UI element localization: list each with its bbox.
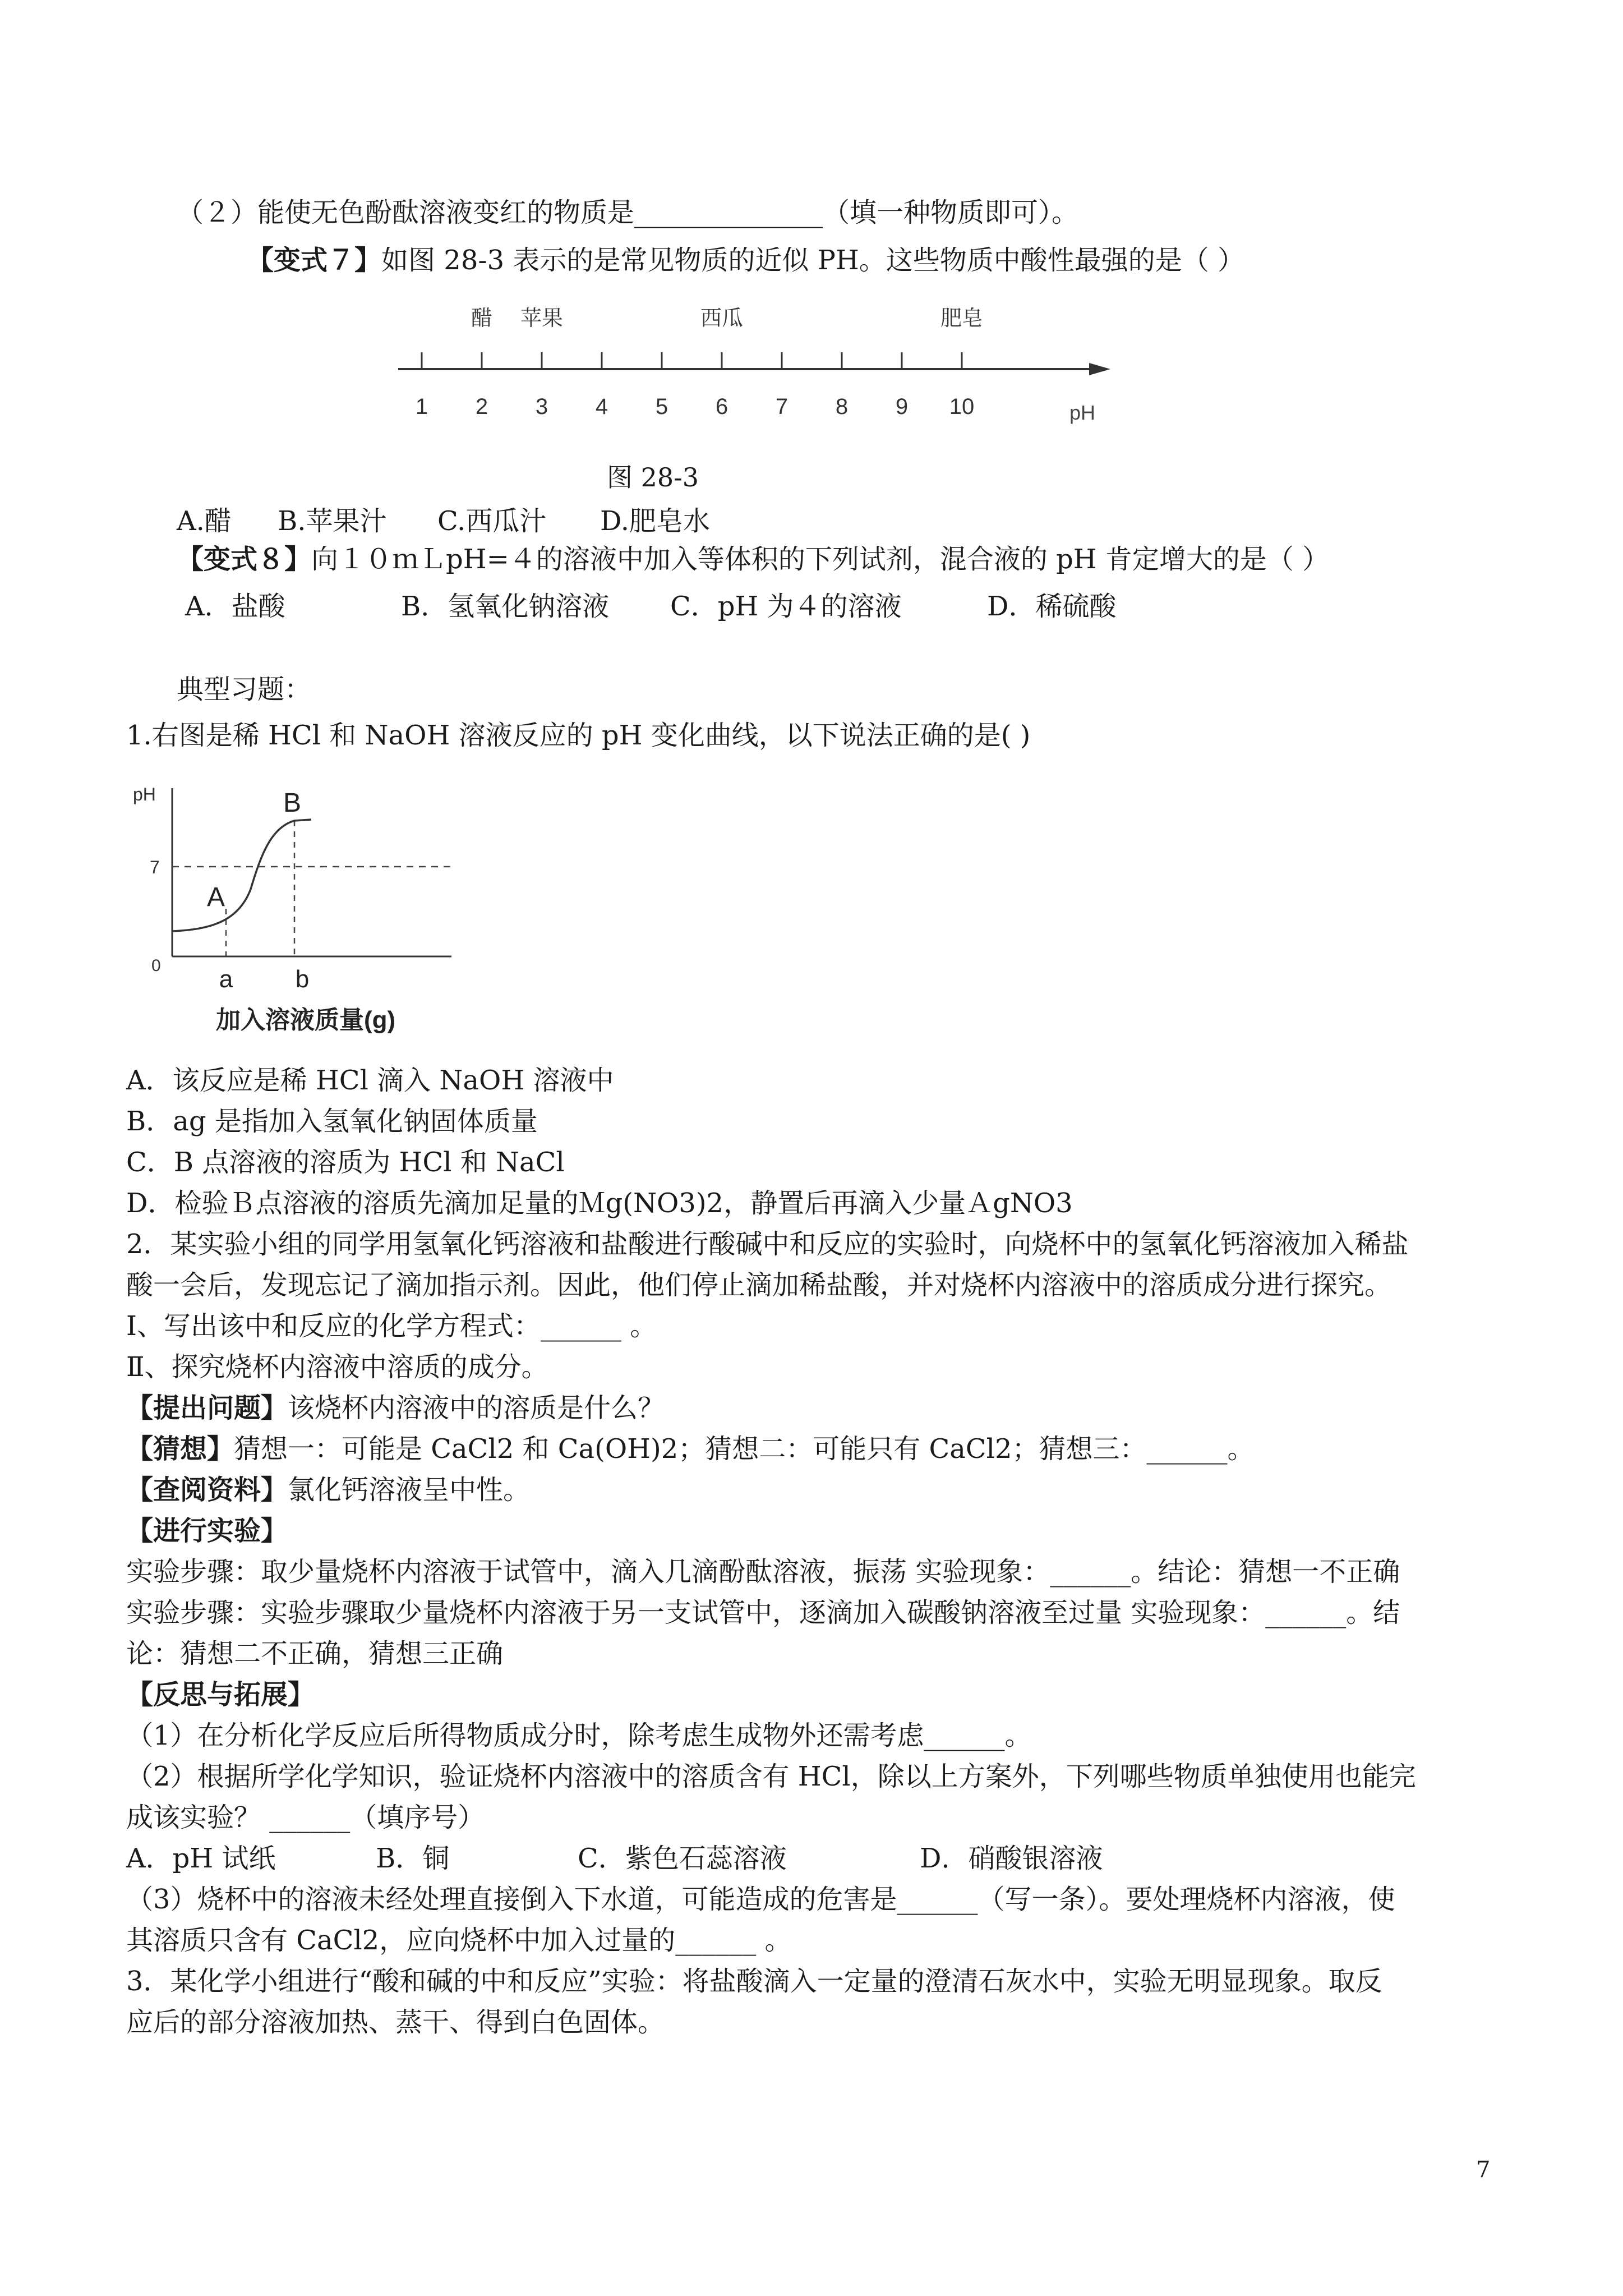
q3-text-line: 3．某化学小组进行“酸和碱的中和反应”实验：将盐酸滴入一定量的澄清石灰水中，实验无明显现象。取反 — [126, 1966, 1382, 1997]
q2-reflect-label: 【反思与拓展】 — [126, 1679, 315, 1710]
ph-scale-axis — [398, 307, 1110, 424]
q2-reflect-line: （3）烧杯中的溶液未经处理直接倒入下水道，可能造成的危害是______（写一条）。要处理烧杯内溶液，使 — [126, 1884, 1395, 1915]
scale-tick-label: 10 — [949, 394, 975, 419]
section-title: 典型习题： — [177, 674, 312, 705]
q2-experiment-line: 实验步骤：实验步骤取少量烧杯内溶液于另一支试管中，逐滴加入碳酸钠溶液至过量 实验现象：______。结 — [126, 1597, 1400, 1628]
chart-point-b-label: B — [283, 788, 302, 818]
q2-guess-text: 猜想一：可能是 CaCl2 和 Ca(OH)2；猜想二：可能只有 CaCl2；猜想三：______。 — [234, 1433, 1255, 1465]
q2-reflect — [126, 1677, 315, 1712]
q2-guess-label: 【猜想】 — [126, 1433, 234, 1465]
q2-reflect-line: （2）根据所学化学知识，验证烧杯内溶液中的溶质含有 HCl，除以上方案外，下列哪些物质单独使用也能完 — [126, 1761, 1416, 1792]
scale-tick-label: 1 — [415, 394, 428, 419]
variant-8-label: 【变式８】 — [177, 544, 312, 575]
q2-text-line: Ⅱ、探究烧杯内溶液中溶质的成分。 — [126, 1351, 548, 1383]
q2-experiment-line: 实验步骤：取少量烧杯内溶液于试管中，滴入几滴酚酞溶液，振荡 实验现象：______。结论：猜想一不正确 — [126, 1556, 1400, 1588]
scale-tick-label: 2 — [475, 394, 488, 419]
q2-experiment — [126, 1513, 288, 1548]
variant-7-text: 如图 28-3 表示的是常见物质的近似 PH。这些物质中酸性最强的是（ ） — [381, 245, 1245, 276]
variant-7-option: B.苹果汁 — [278, 505, 387, 537]
ph-scale-figure — [381, 297, 1133, 443]
variant-8-option: B．氢氧化钠溶液 — [401, 591, 610, 622]
scale-substance-label: 醋 — [471, 307, 493, 330]
variant-7-option: C.西瓜汁 — [437, 505, 547, 537]
q2-option: B．铜 — [376, 1843, 450, 1874]
ph-curve-chart — [126, 771, 485, 1041]
variant-7-label: 【变式７】 — [247, 245, 382, 276]
scale-tick-label: 5 — [655, 394, 668, 419]
q2-experiment-label: 【进行实验】 — [126, 1515, 288, 1547]
variant-7-option: D.肥皂水 — [600, 505, 711, 537]
q2-option: C．紫色石蕊溶液 — [578, 1843, 787, 1874]
scale-substance-label: 西瓜 — [700, 307, 744, 330]
chart-ph-curve — [172, 820, 311, 931]
chart-point-a-label: A — [206, 882, 225, 912]
variant-7-line — [247, 243, 1244, 278]
scale-arrow-head — [1089, 363, 1110, 375]
chart-y-tick-label: 7 — [150, 857, 160, 877]
q2-reflect-line: 其溶质只含有 CaCl2，应向烧杯中加入过量的______ 。 — [126, 1925, 792, 1956]
q2-experiment-line: 论：猜想二不正确，猜想三正确 — [126, 1638, 504, 1669]
q1-stem: 1.右图是稀 HCl 和 NaOH 溶液反应的 pH 变化曲线，以下说法正确的是( ) — [126, 720, 1031, 751]
variant-8-option: A．盐酸 — [185, 591, 285, 622]
variant-7-option: A.醋 — [177, 505, 232, 537]
scale-tick-label: 7 — [775, 394, 789, 419]
q2-lookup — [126, 1473, 530, 1507]
q2-text-line: 2．某实验小组的同学用氢氧化钙溶液和盐酸进行酸碱中和反应的实验时，向烧杯中的氢氧化钙溶液加入稀盐 — [126, 1228, 1409, 1260]
scale-tick-label: 4 — [595, 394, 608, 419]
q2-reflect-line: 成该实验？ ______（填序号） — [126, 1802, 485, 1833]
chart-y-axis-label: pH — [133, 784, 156, 804]
q1-option: A．该反应是稀 HCl 滴入 NaOH 溶液中 — [126, 1065, 614, 1096]
scale-unit-label: pH — [1069, 401, 1096, 424]
variant-8-line — [177, 542, 1329, 577]
variant-8-text: 向１０ｍＬpH=４的溶液中加入等体积的下列试剂，混合液的 pH 肯定增大的是（ ） — [311, 544, 1330, 575]
chart-x-tick-a: a — [219, 965, 233, 993]
q1-option: D．检验Ｂ点溶液的溶质先滴加足量的Ｍg(NO3)2，静置后再滴入少量ＡgNO3 — [126, 1188, 1073, 1219]
q2-lookup-text: 氯化钙溶液呈中性。 — [288, 1474, 531, 1506]
q3-text-line: 应后的部分溶液加热、蒸干、得到白色固体。 — [126, 2007, 665, 2038]
q1-option: C．B 点溶液的溶质为 HCl 和 NaCl — [126, 1147, 565, 1178]
scale-tick-label: 6 — [715, 394, 728, 419]
scale-substance-label: 肥皂 — [940, 307, 984, 330]
scale-tick-label: 9 — [895, 394, 909, 419]
q2-lookup-label: 【查阅资料】 — [126, 1474, 288, 1506]
chart-x-axis-title: 加入溶液质量(g) — [216, 1006, 396, 1034]
q1-option: B．ag 是指加入氢氧化钠固体质量 — [126, 1106, 538, 1137]
q2-text-line: Ⅰ、写出该中和反应的化学方程式：______ 。 — [126, 1310, 657, 1342]
scale-substance-label: 苹果 — [520, 307, 564, 330]
scale-tick-label: 3 — [535, 394, 548, 419]
chart-x-tick-b: b — [295, 965, 310, 993]
q2-reflect-line: （1）在分析化学反应后所得物质成分时，除考虑生成物外还需考虑______。 — [126, 1720, 1032, 1751]
chart-origin-label: 0 — [151, 956, 161, 975]
q2-option: D．硝酸银溶液 — [920, 1843, 1103, 1874]
variant-8-option: C．pH 为４的溶液 — [670, 591, 902, 622]
q2-fill-line: （２）能使无色酚酞溶液变红的物质是______________（填一种物质即可）。 — [177, 197, 1079, 228]
figure-caption: 图 28-3 — [607, 462, 699, 493]
q2-question — [126, 1391, 665, 1425]
q2-guess — [126, 1432, 1255, 1466]
q2-option: A．pH 试纸 — [126, 1843, 276, 1874]
scale-tick-label: 8 — [835, 394, 849, 419]
q2-question-label: 【提出问题】 — [126, 1392, 288, 1424]
q2-question-text: 该烧杯内溶液中的溶质是什么？ — [288, 1392, 665, 1424]
q2-text-line: 酸一会后，发现忘记了滴加指示剂。因此，他们停止滴加稀盐酸，并对烧杯内溶液中的溶质成分进行探究。 — [126, 1269, 1392, 1301]
page-number: 7 — [1476, 2157, 1491, 2183]
variant-8-option: D．稀硫酸 — [987, 591, 1117, 622]
